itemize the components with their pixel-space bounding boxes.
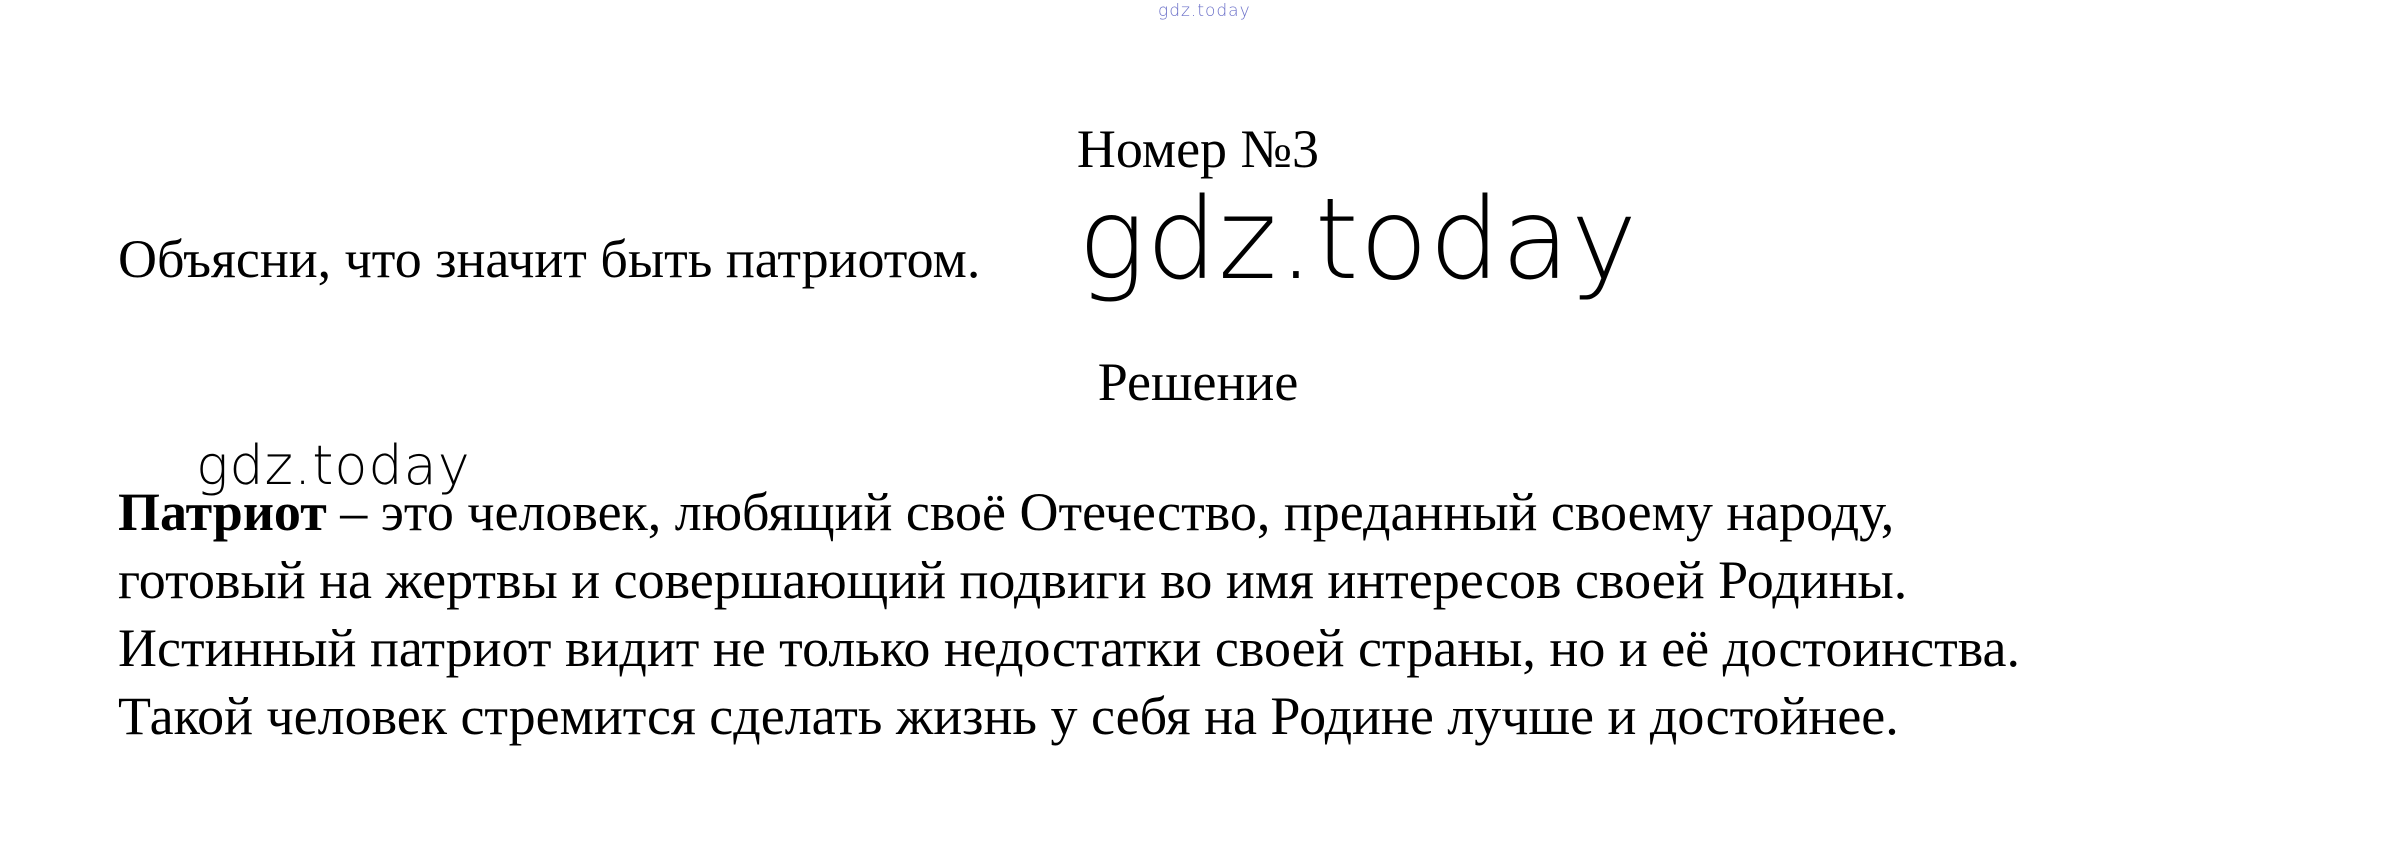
watermark-middle: gdz.today (196, 434, 471, 497)
answer-paragraph (118, 478, 2368, 750)
watermark-large: gdz.today (1078, 175, 1639, 305)
answer-line-2: готовый на жертвы и совершающий подвиги во имя интересов своей Родины. (118, 550, 1908, 610)
answer-term: Патриот (118, 482, 327, 542)
solution-heading: Решение (1097, 352, 1299, 412)
question-text: Объясни, что значит быть патриотом. (118, 229, 981, 289)
page-title: Номер №3 (1076, 119, 1320, 179)
answer-line-1-text: – это человек, любящий своё Отечество, преданный своему народу, (326, 482, 1895, 542)
answer-line-1 (118, 478, 2368, 546)
answer-line-4: Такой человек стремится сделать жизнь у себя на Родине лучше и достойнее. (118, 686, 1899, 746)
watermark-top: gdz.today (1158, 1, 1251, 21)
answer-line-3: Истинный патриот видит не только недостатки своей страны, но и её достоинства. (118, 618, 2020, 678)
